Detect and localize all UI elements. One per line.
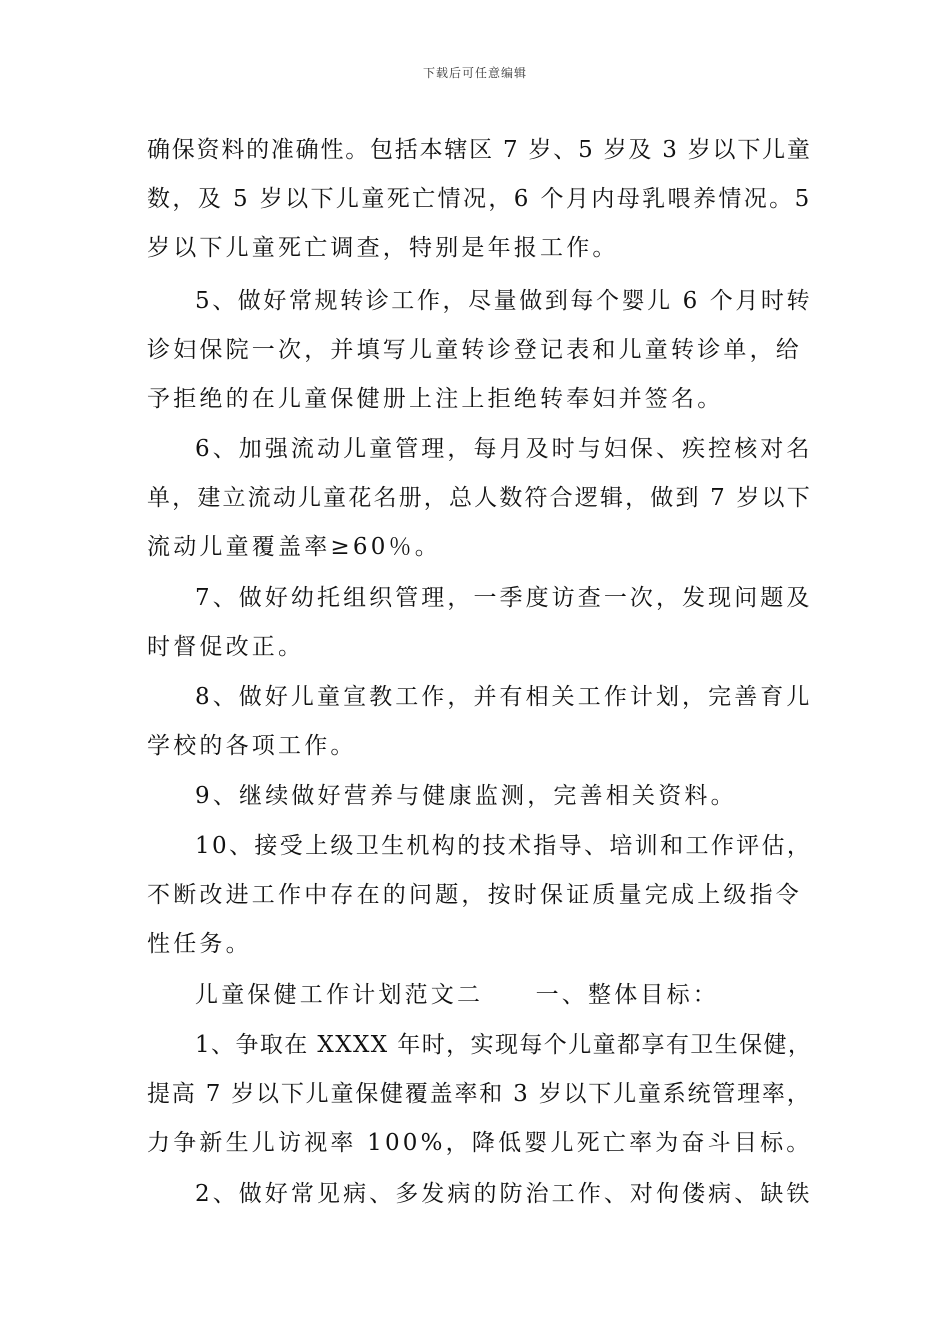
text-line: 提高 7 岁以下儿童保健覆盖率和 3 岁以下儿童系统管理率，	[147, 1081, 812, 1107]
text-line: 数，及 5 岁以下儿童死亡情况，6 个月内母乳喂养情况。5	[147, 186, 812, 212]
text-line: 8、做好儿童宣教工作，并有相关工作计划，完善育儿	[195, 684, 813, 710]
text-line: 学校的各项工作。	[147, 733, 357, 759]
text-line: 性任务。	[147, 931, 252, 957]
text-line: 1、争取在 XXXX 年时，实现每个儿童都享有卫生保健，	[195, 1032, 813, 1058]
text-line: 诊妇保院一次，并填写儿童转诊登记表和儿童转诊单，给	[147, 337, 802, 363]
text-line: 7、做好幼托组织管理，一季度访查一次，发现问题及	[195, 585, 813, 611]
text-line: 6、加强流动儿童管理，每月及时与妇保、疾控核对名	[195, 436, 813, 462]
text-line: 流动儿童覆盖率≥60％。	[147, 534, 441, 560]
text-line: 予拒绝的在儿童保健册上注上拒绝转奉妇并签名。	[147, 386, 724, 412]
text-line: 9、继续做好营养与健康监测，完善相关资料。	[195, 783, 737, 809]
text-line: 单，建立流动儿童花名册，总人数符合逻辑，做到 7 岁以下	[147, 485, 812, 511]
page-header: 下载后可任意编辑	[422, 66, 527, 80]
text-line: 儿童保健工作计划范文二 一、整体目标：	[195, 982, 719, 1008]
text-line: 不断改进工作中存在的问题，按时保证质量完成上级指令	[147, 882, 802, 908]
text-line: 2、做好常见病、多发病的防治工作、对佝偻病、缺铁	[195, 1181, 813, 1207]
text-line: 5、做好常规转诊工作，尽量做到每个婴儿 6 个月时转	[195, 288, 813, 314]
text-line: 力争新生儿访视率 100%，降低婴儿死亡率为奋斗目标。	[147, 1130, 813, 1156]
text-line: 10、接受上级卫生机构的技术指导、培训和工作评估，	[195, 833, 813, 859]
text-line: 岁以下儿童死亡调查，特别是年报工作。	[147, 235, 619, 261]
text-line: 确保资料的准确性。包括本辖区 7 岁、5 岁及 3 岁以下儿童	[147, 137, 812, 163]
text-line: 时督促改正。	[147, 634, 305, 660]
